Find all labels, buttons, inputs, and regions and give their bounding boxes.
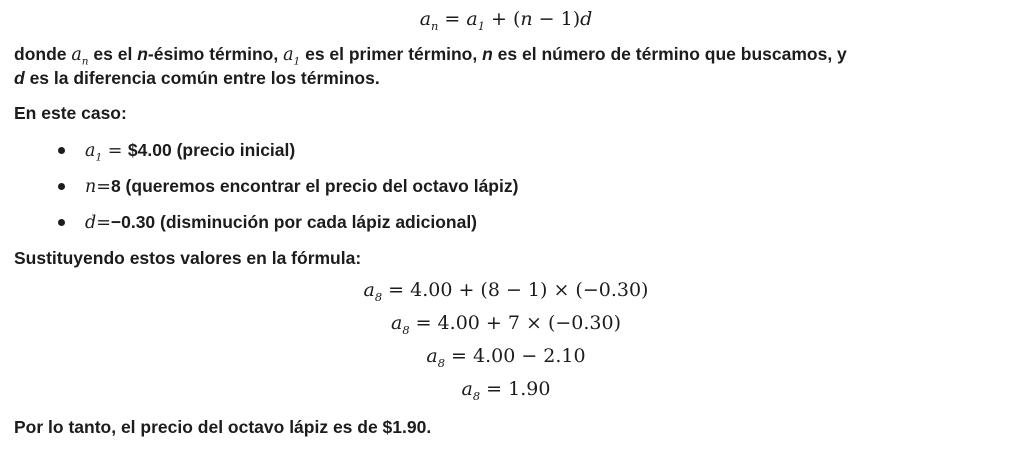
list-item-a1-text: $a_1$ = $4.00 (precio inicial) (85, 140, 296, 164)
bullet-icon (58, 183, 65, 190)
list-item-n-text: n=8 (queremos encontrar el precio del octavo lápiz) (85, 176, 519, 197)
case-intro-text: En este caso: (14, 103, 127, 123)
list-item-a1 (56, 139, 1010, 163)
intro-paragraph: donde $a_n$ es el n-ésimo término, $a_1$ es el primer término, n es el número de término que buscamos, y d es la diferencia común entre los términos. (14, 44, 847, 88)
list-item-d (56, 211, 1010, 235)
substitution-intro-text: Sustituyendo estos valores en la fórmula: (14, 248, 362, 268)
equation-line-2: $a_8 = 4.00 + 7 \times (-0.30)$ (390, 312, 622, 337)
list-item-d-text: d=−0.30 (disminución por cada lápiz adicional) (85, 212, 478, 233)
bullet-icon (58, 219, 65, 226)
equation-line-4: $a_8 = 1.90$ (461, 378, 551, 403)
conclusion-text: Por lo tanto, el precio del octavo lápiz es de $1.90. (14, 417, 432, 437)
list-item-n (56, 175, 1010, 199)
values-list (14, 139, 1010, 235)
general-formula: $a_n = a_1 + (n - 1)d$ (419, 8, 593, 33)
equation-line-1: $a_8 = 4.00 + (8 - 1) \times (-0.30)$ (363, 279, 649, 304)
bullet-icon (58, 147, 65, 154)
equation-line-3: $a_8 = 4.00 - 2.10$ (426, 345, 586, 370)
equation-steps (14, 274, 1010, 406)
